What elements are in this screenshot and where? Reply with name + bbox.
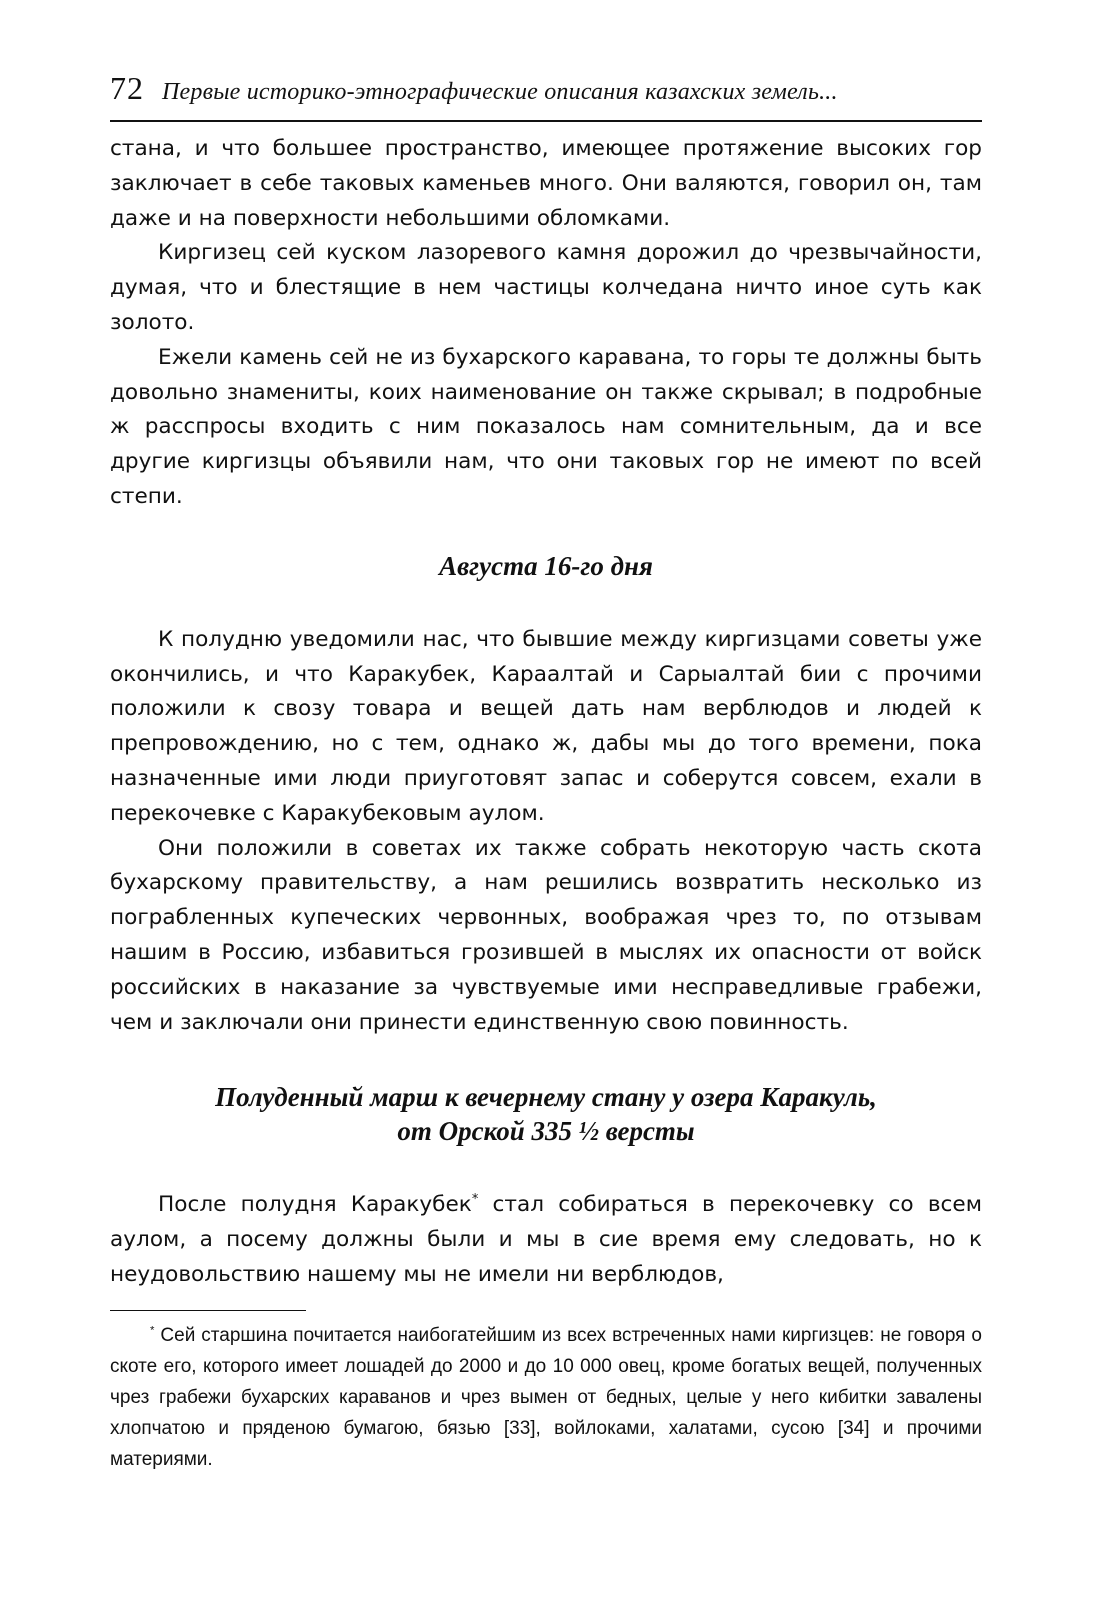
footnote-reference-mark: * [471,1192,479,1208]
paragraph-migration-start: После полудня Каракубек [158,1192,472,1218]
paragraph-livestock: Они положили в советах их также собрать некоторую часть скота бухарскому правительству, а нам решились возвратить несколько из пограбленных купеческих червонных, воображая чрез то, по отзывам нашим в Россию, избавиться грозившей в мыслях их опасности от войск российских в наказание за чувствуемые ими несправедливые грабежи, чем и заключали они принести единственную свою повинность. [110,835,982,1035]
running-head [110,70,982,122]
section-heading-august-16: Августа 16-го дня [439,550,653,581]
paragraph-lapis-stone: Киргизец сей куском лазоревого камня дорожил до чрезвычайности, думая, что и блестящие в нем частицы колчедана ничто иное суть как золото. [110,240,982,335]
section-heading-line-2: от Орской 335 ½ версты [397,1116,695,1147]
footnote-mark: * [150,1324,155,1337]
paragraph-migration [110,1188,982,1292]
paragraph-continuation: стана, и что большее пространство, имеющее протяжение высоких гор заключает в себе таковых каменьев много. Они валяются, говорил он, там даже и на поверхности небольшими обломками. [110,136,982,231]
footnote-text: Сей старшина почитается наибогатейшим из всех встреченных нами киргизцев: не говоря о скоте его, которого имеет лошадей до 2000 и до 10 000 овец, кроме богатых вещей, полученных чрез грабежи бухарских караванов и чрез вымен от бедных, целые у него кибитки завалены хлопчатою и пряденою бумагою, бязью [33], войлоками, халатами, сусою [34] и прочими материями. [110,1325,982,1470]
paragraph-mountains: Ежели камень сей не из бухарского каравана, то горы те должны быть довольно знамениты, коих наименование он также скрывал; в подробные ж расспросы входить с ним показалось нам сомнительным, да и все другие киргизцы объявили нам, что они таковых гор не имеют по всей степи. [110,344,982,509]
paragraph-migration-rest: стал собираться в перекочевку со всем аулом, а посему должны были и мы в сие время ему следовать, но к неудовольствию нашему мы не имели ни верблюдов, [110,1192,982,1287]
book-page [110,70,982,1470]
page-number: 72 [110,70,144,106]
section-heading-march-karakul [110,1080,982,1148]
footnote-divider [110,1310,306,1311]
section-heading-line-1: Полуденный марш к вечернему стану у озера Каракуль, [215,1082,877,1113]
paragraph-council: К полудню уведомили нас, что бывшие между киргизцами советы уже окончились, и что Каракубек, Караалтай и Сарыалтай бии с прочими положили к свозу товара и вещей дать нам верблюдов и людей к препровождению, но с тем, однако ж, дабы мы до того времени, пока назначенные ими люди приуготовят запас и соберутся совсем, ехали в перекочевке с Каракубековым аулом. [110,626,982,826]
running-title: Первые историко-этнографические описания казахских земель... [162,79,838,105]
footnote [110,1320,982,1475]
